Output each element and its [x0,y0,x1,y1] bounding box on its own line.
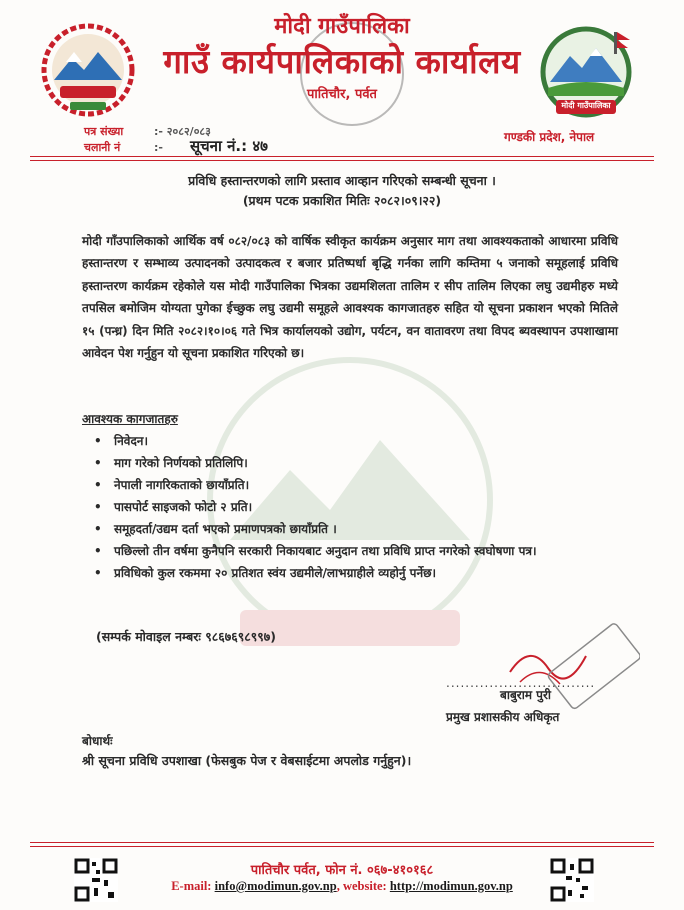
bullet-icon: • [94,434,102,448]
dispatch-value: :- [154,141,163,154]
footer-address-phone: पातिचौर पर्वत, फोन नं. ०६७-४१०१६८ [250,863,434,878]
website-label: , website: [336,879,387,893]
footer-divider [30,842,654,843]
publish-date: (प्रथम पटक प्रकाशित मितिः २०८२।०९।२२) [242,193,442,208]
doc-text: समूहदर्ता/उद्यम दर्ता भएको प्रमाणपत्रको छायाँप्रति । [114,522,337,536]
doc-text: पासपोर्ट साइजको फोटो २ प्रति। [114,500,253,514]
footer-divider-2 [30,846,654,847]
docs-heading: आवश्यक कागजातहरु [82,412,178,426]
cc-heading: बोधार्थः [82,734,113,748]
header-divider-2 [30,160,654,161]
bullet-icon: • [94,500,102,514]
bullet-icon: • [94,456,102,470]
website-link[interactable]: http://modimun.gov.np [389,879,513,893]
footer-contacts [0,879,684,894]
email-label: E-mail: [171,879,212,893]
office-address: पातिचौर, पर्वत [307,87,377,102]
list-item [94,540,634,562]
notice-body: मोदी गाँउपालिकाको आर्थिक वर्ष ०८२/०८३ को वार्षिक स्वीकृत कार्यक्रम अनुसार माग तथा आवश्यकताको आधारमा प्रविधि हस्तान्तरण र सम्भाव्य उत्पादनको उत्पादकत्व र बजार प्रतिष्पर्धा बृद्धि गर्नका लागि कम्तिमा ५ जनाको समूहलाई प्रविधि हस्तान्तरण कार्यक्रम रहेकोले यस मोदी गाउँपालिका भित्रका उद्यमशिलता तालिम र सीप तालिम लिएका लघु उद्यमीहरु मध्ये तपसिल बमोजिम योग्यता पुगेका ईच्छुक लघु उद्यमी समूहले आवश्यक कागजातहरु सहित यो सूचना प्रकाशन भएको मितिले १५ (पन्ध्र) दिन मिति २०८२।१०।०६ गते भित्र कार्यालयको उद्योग, पर्यटन, वन वातावरण तथा विपद ब्यवस्थापन उपशाखामा आवेदन पेश गर्नुहुन यो सूचना प्रकाशित गरिएको छ। [82,234,618,361]
doc-text: माग गरेको निर्णयको प्रतिलिपि। [114,456,248,470]
list-item [94,562,634,584]
office-name: गाउँ कार्यपालिकाको कार्यालय [163,42,521,81]
bullet-icon: • [94,544,102,558]
signatory-name: बाबुराम पुरी [500,688,552,702]
province-name: गण्डकी प्रदेश, नेपाल [504,130,595,144]
dispatch-label: चलानी नं [84,141,121,154]
notice-title: प्रविधि हस्तान्तरणको लागि प्रस्ताव आव्हान गरिएको सम्बन्धी सूचना । [188,173,496,188]
signatory-designation: प्रमुख प्रशासकीय अधिकृत [446,710,560,724]
ref-no-label: पत्र संख्या [84,125,124,138]
list-item [94,452,634,474]
doc-text: प्रविधिको कुल रकममा २० प्रतिशत स्वंय उद्यमीले/लाभग्राहीले व्यहोर्नु पर्नेछ। [114,566,437,580]
doc-text: पछिल्लो तीन वर्षमा कुनैपनि सरकारी निकायबाट अनुदान तथा प्रविधि प्राप्त नगरेको स्वघोषणा पत्र। [114,544,537,558]
header-divider [30,156,654,157]
email-link[interactable]: info@modimun.gov.np [214,879,337,893]
logo-caption: मोदी गाउँपालिका [561,101,611,110]
ref-no-value: :- २०८२/०८३ [154,125,211,138]
contact-number: (सम्पर्क मोवाइल नम्बरः ९८६७६९८९९७) [96,629,276,644]
bullet-icon: • [94,566,102,580]
dispatch-no [84,140,163,155]
required-docs-list [94,430,634,584]
bullet-icon: • [94,522,102,536]
list-item [94,474,634,496]
list-item [94,518,634,540]
notice-number: सूचना नं.: ४७ [190,137,268,155]
doc-text: नेपाली नागरिकताको छायाँप्रति। [114,478,250,492]
doc-text: निवेदन। [114,434,149,448]
list-item [94,430,634,452]
signature-line: ............................... [446,676,596,690]
list-item [94,496,634,518]
bullet-icon: • [94,478,102,492]
cc-line: श्री सूचना प्रविधि उपशाखा (फेसबुक पेज र वेबसाईटमा अपलोड गर्नुहुन)। [82,753,412,768]
municipality-name: मोदी गाउँपालिका [274,14,410,39]
